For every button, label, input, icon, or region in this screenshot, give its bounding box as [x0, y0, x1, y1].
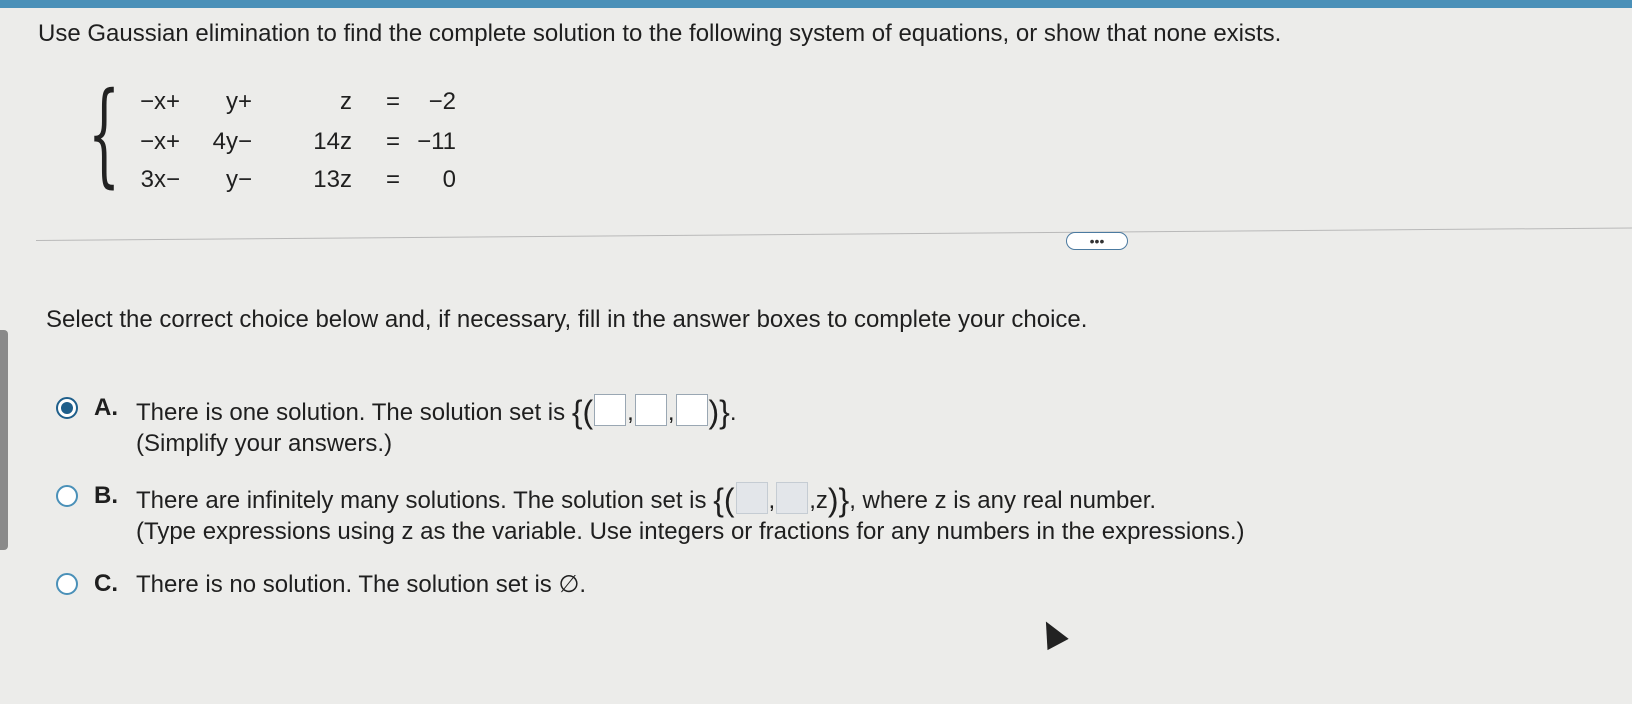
equation-row: −x+ y+ z = −2	[139, 88, 456, 115]
scrollbar-handle[interactable]	[0, 330, 8, 550]
more-button[interactable]: •••	[1066, 232, 1128, 250]
radio-b[interactable]	[56, 485, 78, 507]
radio-a[interactable]	[56, 397, 78, 419]
answer-box-y[interactable]	[635, 394, 667, 426]
left-brace-icon: {	[88, 69, 121, 199]
equation-row: −x+ 4y− 14z = −11	[139, 128, 456, 155]
answer-box-x[interactable]	[736, 482, 768, 514]
section-divider	[36, 227, 1632, 241]
choice-letter: B.	[94, 482, 118, 509]
choice-a-note: (Simplify your answers.)	[136, 430, 393, 457]
equation-row: 3x− y− 13z = 0	[140, 166, 456, 193]
radio-c[interactable]	[56, 573, 78, 595]
right-brace-icon: )}	[708, 394, 730, 430]
mouse-pointer-icon	[1035, 616, 1068, 650]
question-text: Use Gaussian elimination to find the complete solution to the following system of equations, or show that none exists.	[38, 20, 1282, 47]
choice-letter: C.	[94, 570, 118, 597]
answer-box-z[interactable]	[676, 394, 708, 426]
instruction-text: Select the correct choice below and, if necessary, fill in the answer boxes to complete your choice.	[46, 306, 1088, 333]
top-accent-bar	[0, 0, 1632, 8]
choice-letter: A.	[94, 394, 118, 421]
answer-box-x[interactable]	[594, 394, 626, 426]
answer-box-y[interactable]	[776, 482, 808, 514]
right-brace-icon: )}	[827, 482, 850, 518]
choice-a-text: There is one solution. The solution set is {( , , )}.	[136, 394, 737, 430]
left-brace-icon: {(	[571, 394, 594, 430]
left-brace-icon: {(	[713, 482, 735, 518]
choice-b-text: There are infinitely many solutions. The solution set is {( , ,z)}, where z is any real number.	[136, 482, 1157, 518]
choice-b-note: (Type expressions using z as the variable. Use integers or fractions for any numbers in the expressions.)	[136, 518, 1245, 545]
choice-c-text: There is no solution. The solution set is ∅.	[136, 571, 587, 598]
